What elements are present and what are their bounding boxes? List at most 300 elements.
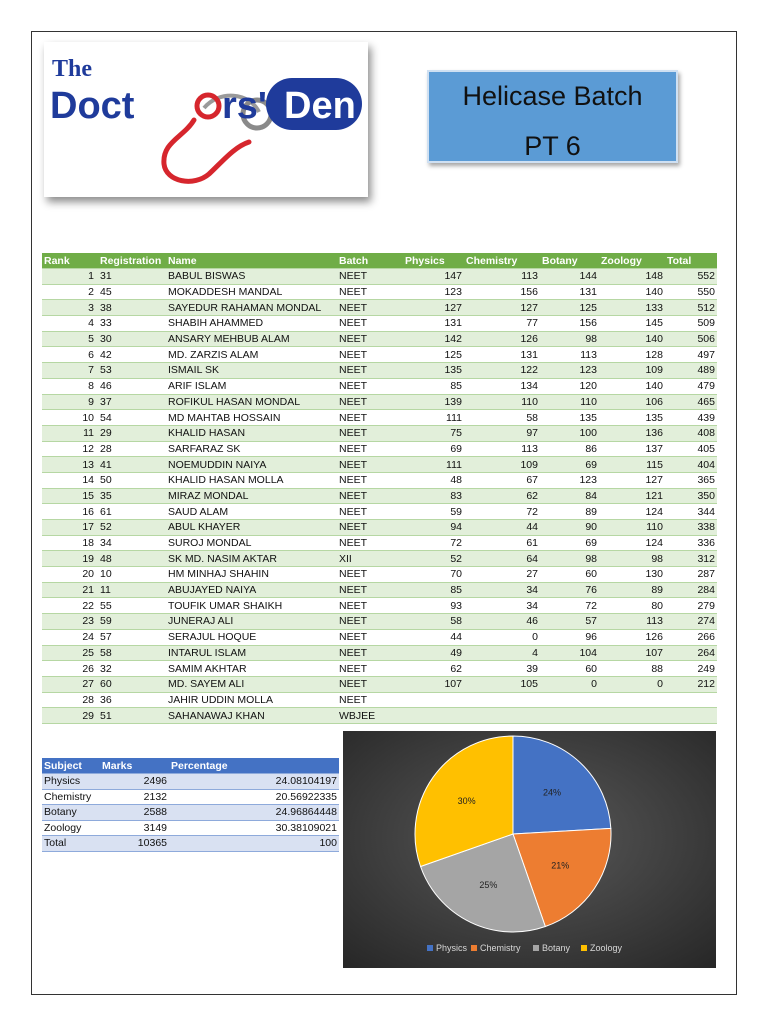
cell-chemistry: 105	[464, 676, 540, 692]
cell-batch: XII	[337, 551, 403, 567]
cell-batch: NEET	[337, 410, 403, 426]
table-row	[42, 394, 717, 410]
cell-name: BABUL BISWAS	[166, 269, 337, 285]
cell-batch: NEET	[337, 300, 403, 316]
cell-total: 264	[665, 645, 717, 661]
cell-physics: 75	[403, 425, 464, 441]
summary-cell-percentage: 24.08104197	[169, 774, 339, 790]
cell-chemistry: 64	[464, 551, 540, 567]
summary-row	[42, 836, 339, 852]
cell-name: SAUD ALAM	[166, 504, 337, 520]
cell-botany	[540, 692, 599, 708]
cell-botany: 135	[540, 410, 599, 426]
table-row	[42, 363, 717, 379]
summary-row	[42, 805, 339, 821]
table-row	[42, 316, 717, 332]
cell-physics: 44	[403, 629, 464, 645]
cell-zoology: 80	[599, 598, 665, 614]
cell-total: 312	[665, 551, 717, 567]
cell-physics: 62	[403, 661, 464, 677]
table-row	[42, 645, 717, 661]
summary-cell-subject: Botany	[42, 805, 100, 821]
cell-physics: 48	[403, 472, 464, 488]
cell-rank: 25	[42, 645, 98, 661]
cell-registration: 41	[98, 457, 166, 473]
legend-swatch-botany	[533, 945, 539, 951]
cell-batch: NEET	[337, 316, 403, 332]
summary-cell-subject: Zoology	[42, 820, 100, 836]
cell-batch: NEET	[337, 645, 403, 661]
cell-registration: 59	[98, 614, 166, 630]
cell-registration: 52	[98, 520, 166, 536]
cell-name: JUNERAJ ALI	[166, 614, 337, 630]
test-title: PT 6	[524, 131, 581, 161]
cell-name: MD MAHTAB HOSSAIN	[166, 410, 337, 426]
cell-total: 212	[665, 676, 717, 692]
cell-total: 274	[665, 614, 717, 630]
cell-registration: 11	[98, 582, 166, 598]
table-row	[42, 441, 717, 457]
table-row	[42, 331, 717, 347]
cell-chemistry: 39	[464, 661, 540, 677]
cell-registration: 61	[98, 504, 166, 520]
cell-total: 489	[665, 363, 717, 379]
cell-zoology: 127	[599, 472, 665, 488]
cell-zoology: 128	[599, 347, 665, 363]
cell-rank: 3	[42, 300, 98, 316]
header-registration: Registration	[98, 253, 166, 269]
summary-cell-percentage: 30.38109021	[169, 820, 339, 836]
cell-botany: 57	[540, 614, 599, 630]
table-row	[42, 300, 717, 316]
cell-batch: NEET	[337, 472, 403, 488]
cell-batch: NEET	[337, 488, 403, 504]
cell-rank: 17	[42, 520, 98, 536]
cell-chemistry: 46	[464, 614, 540, 630]
subject-pie-chart	[343, 731, 716, 968]
cell-batch: NEET	[337, 394, 403, 410]
cell-rank: 15	[42, 488, 98, 504]
cell-botany: 72	[540, 598, 599, 614]
summary-cell-subject: Physics	[42, 774, 100, 790]
cell-chemistry: 156	[464, 284, 540, 300]
cell-physics: 58	[403, 614, 464, 630]
cell-botany: 98	[540, 551, 599, 567]
cell-total: 284	[665, 582, 717, 598]
cell-physics: 135	[403, 363, 464, 379]
cell-rank: 1	[42, 269, 98, 285]
cell-zoology: 137	[599, 441, 665, 457]
cell-chemistry: 77	[464, 316, 540, 332]
cell-physics: 125	[403, 347, 464, 363]
cell-chemistry: 34	[464, 582, 540, 598]
table-row	[42, 410, 717, 426]
logo-doctors-text-a: Doct	[50, 85, 135, 127]
cell-total: 506	[665, 331, 717, 347]
cell-chemistry: 109	[464, 457, 540, 473]
table-row	[42, 629, 717, 645]
cell-total: 266	[665, 629, 717, 645]
cell-registration: 48	[98, 551, 166, 567]
cell-botany: 131	[540, 284, 599, 300]
cell-zoology: 88	[599, 661, 665, 677]
rank-table	[42, 253, 717, 724]
cell-chemistry: 110	[464, 394, 540, 410]
cell-name: SHABIH AHAMMED	[166, 316, 337, 332]
cell-registration: 55	[98, 598, 166, 614]
cell-zoology: 124	[599, 504, 665, 520]
cell-botany: 123	[540, 363, 599, 379]
header-zoology: Zoology	[599, 253, 665, 269]
cell-name: NOEMUDDIN NAIYA	[166, 457, 337, 473]
cell-physics: 142	[403, 331, 464, 347]
cell-physics: 94	[403, 520, 464, 536]
pie-data-label: 25%	[479, 880, 498, 891]
cell-name: JAHIR UDDIN MOLLA	[166, 692, 337, 708]
cell-physics: 147	[403, 269, 464, 285]
cell-botany	[540, 708, 599, 724]
cell-batch: NEET	[337, 425, 403, 441]
cell-rank: 21	[42, 582, 98, 598]
cell-chemistry: 113	[464, 269, 540, 285]
logo-graphic	[44, 42, 368, 197]
cell-name: HM MINHAJ SHAHIN	[166, 567, 337, 583]
cell-botany: 144	[540, 269, 599, 285]
pie-data-label: 21%	[551, 860, 570, 871]
cell-registration: 50	[98, 472, 166, 488]
legend-swatch-physics	[427, 945, 433, 951]
cell-chemistry: 122	[464, 363, 540, 379]
cell-physics: 131	[403, 316, 464, 332]
cell-name: SUROJ MONDAL	[166, 535, 337, 551]
cell-zoology: 148	[599, 269, 665, 285]
cell-rank: 28	[42, 692, 98, 708]
cell-name: ANSARY MEHBUB ALAM	[166, 331, 337, 347]
cell-rank: 16	[42, 504, 98, 520]
cell-zoology: 98	[599, 551, 665, 567]
cell-physics: 111	[403, 457, 464, 473]
cell-name: SK MD. NASIM AKTAR	[166, 551, 337, 567]
table-row	[42, 284, 717, 300]
cell-batch: NEET	[337, 676, 403, 692]
cell-rank: 7	[42, 363, 98, 379]
cell-registration: 58	[98, 645, 166, 661]
cell-batch: NEET	[337, 692, 403, 708]
cell-rank: 20	[42, 567, 98, 583]
header-total: Total	[665, 253, 717, 269]
table-row	[42, 708, 717, 724]
cell-physics: 59	[403, 504, 464, 520]
cell-name: TOUFIK UMAR SHAIKH	[166, 598, 337, 614]
cell-registration: 10	[98, 567, 166, 583]
cell-physics: 139	[403, 394, 464, 410]
cell-physics: 72	[403, 535, 464, 551]
cell-registration: 28	[98, 441, 166, 457]
summary-cell-percentage: 100	[169, 836, 339, 852]
cell-rank: 9	[42, 394, 98, 410]
cell-registration: 36	[98, 692, 166, 708]
cell-botany: 69	[540, 535, 599, 551]
cell-chemistry: 44	[464, 520, 540, 536]
cell-chemistry: 131	[464, 347, 540, 363]
table-row	[42, 378, 717, 394]
cell-registration: 54	[98, 410, 166, 426]
summary-cell-subject: Total	[42, 836, 100, 852]
cell-botany: 96	[540, 629, 599, 645]
cell-zoology: 136	[599, 425, 665, 441]
cell-zoology: 140	[599, 331, 665, 347]
cell-physics: 123	[403, 284, 464, 300]
summary-cell-percentage: 24.96864448	[169, 805, 339, 821]
cell-registration: 32	[98, 661, 166, 677]
cell-rank: 29	[42, 708, 98, 724]
cell-zoology: 133	[599, 300, 665, 316]
cell-chemistry: 97	[464, 425, 540, 441]
cell-batch: NEET	[337, 614, 403, 630]
table-row	[42, 425, 717, 441]
cell-botany: 86	[540, 441, 599, 457]
cell-registration: 46	[98, 378, 166, 394]
cell-chemistry: 67	[464, 472, 540, 488]
cell-total: 550	[665, 284, 717, 300]
table-row	[42, 269, 717, 285]
table-row	[42, 676, 717, 692]
cell-rank: 26	[42, 661, 98, 677]
cell-name: SAYEDUR RAHAMAN MONDAL	[166, 300, 337, 316]
cell-name: SERAJUL HOQUE	[166, 629, 337, 645]
cell-rank: 19	[42, 551, 98, 567]
cell-zoology: 126	[599, 629, 665, 645]
doctors-den-logo	[44, 42, 368, 197]
cell-rank: 27	[42, 676, 98, 692]
cell-physics: 69	[403, 441, 464, 457]
stethoscope-tube-icon	[164, 120, 249, 181]
cell-chemistry: 27	[464, 567, 540, 583]
header-name: Name	[166, 253, 337, 269]
cell-chemistry: 127	[464, 300, 540, 316]
cell-rank: 12	[42, 441, 98, 457]
summary-cell-subject: Chemistry	[42, 789, 100, 805]
cell-botany: 60	[540, 661, 599, 677]
table-row	[42, 535, 717, 551]
cell-chemistry: 58	[464, 410, 540, 426]
table-row	[42, 598, 717, 614]
cell-chemistry: 4	[464, 645, 540, 661]
legend-label-physics: Physics	[436, 943, 468, 953]
cell-registration: 38	[98, 300, 166, 316]
cell-name: ISMAIL SK	[166, 363, 337, 379]
cell-botany: 90	[540, 520, 599, 536]
cell-total: 336	[665, 535, 717, 551]
cell-chemistry: 61	[464, 535, 540, 551]
cell-physics: 83	[403, 488, 464, 504]
cell-name: SAHANAWAJ KHAN	[166, 708, 337, 724]
cell-botany: 123	[540, 472, 599, 488]
logo-the-text: The	[52, 56, 93, 82]
cell-name: SARFARAZ SK	[166, 441, 337, 457]
cell-zoology: 109	[599, 363, 665, 379]
cell-name: MOKADDESH MANDAL	[166, 284, 337, 300]
header-chemistry: Chemistry	[464, 253, 540, 269]
cell-name: MD. SAYEM ALI	[166, 676, 337, 692]
cell-chemistry: 134	[464, 378, 540, 394]
cell-zoology: 110	[599, 520, 665, 536]
header-marks: Marks	[100, 758, 169, 774]
cell-zoology: 106	[599, 394, 665, 410]
cell-zoology: 145	[599, 316, 665, 332]
cell-rank: 6	[42, 347, 98, 363]
table-row	[42, 567, 717, 583]
cell-zoology	[599, 708, 665, 724]
cell-registration: 60	[98, 676, 166, 692]
summary-row	[42, 789, 339, 805]
table-row	[42, 504, 717, 520]
cell-name: SAMIM AKHTAR	[166, 661, 337, 677]
cell-total: 405	[665, 441, 717, 457]
header-physics: Physics	[403, 253, 464, 269]
cell-total: 479	[665, 378, 717, 394]
cell-registration: 42	[98, 347, 166, 363]
cell-batch: NEET	[337, 441, 403, 457]
logo-doctors-text-b: rs'	[222, 85, 267, 127]
cell-total: 279	[665, 598, 717, 614]
cell-total	[665, 708, 717, 724]
cell-botany: 0	[540, 676, 599, 692]
legend-label-zoology: Zoology	[590, 943, 623, 953]
cell-name: MD. ZARZIS ALAM	[166, 347, 337, 363]
cell-batch: NEET	[337, 567, 403, 583]
table-row	[42, 347, 717, 363]
table-row	[42, 582, 717, 598]
batch-title-box	[427, 70, 678, 163]
table-row	[42, 551, 717, 567]
cell-zoology: 124	[599, 535, 665, 551]
cell-batch: NEET	[337, 378, 403, 394]
cell-zoology: 107	[599, 645, 665, 661]
cell-physics: 107	[403, 676, 464, 692]
cell-physics: 49	[403, 645, 464, 661]
cell-chemistry: 126	[464, 331, 540, 347]
cell-batch: NEET	[337, 269, 403, 285]
summary-cell-marks: 2588	[100, 805, 169, 821]
subject-summary-table	[42, 758, 339, 852]
cell-total: 552	[665, 269, 717, 285]
summary-row	[42, 774, 339, 790]
cell-rank: 4	[42, 316, 98, 332]
table-row	[42, 457, 717, 473]
table-row	[42, 520, 717, 536]
cell-botany: 100	[540, 425, 599, 441]
cell-physics: 127	[403, 300, 464, 316]
cell-botany: 113	[540, 347, 599, 363]
cell-batch: WBJEE	[337, 708, 403, 724]
cell-name: ABUJAYED NAIYA	[166, 582, 337, 598]
cell-botany: 98	[540, 331, 599, 347]
cell-zoology	[599, 692, 665, 708]
cell-registration: 31	[98, 269, 166, 285]
cell-botany: 69	[540, 457, 599, 473]
cell-physics: 70	[403, 567, 464, 583]
cell-name: KHALID HASAN	[166, 425, 337, 441]
table-row	[42, 661, 717, 677]
cell-batch: NEET	[337, 363, 403, 379]
cell-rank: 23	[42, 614, 98, 630]
cell-total: 344	[665, 504, 717, 520]
cell-botany: 110	[540, 394, 599, 410]
summary-row	[42, 820, 339, 836]
cell-rank: 2	[42, 284, 98, 300]
cell-total: 512	[665, 300, 717, 316]
cell-batch: NEET	[337, 661, 403, 677]
logo-den-text: Den	[284, 85, 356, 127]
cell-physics: 93	[403, 598, 464, 614]
cell-registration: 29	[98, 425, 166, 441]
cell-total: 439	[665, 410, 717, 426]
cell-batch: NEET	[337, 582, 403, 598]
summary-cell-marks: 2496	[100, 774, 169, 790]
cell-batch: NEET	[337, 504, 403, 520]
summary-cell-marks: 10365	[100, 836, 169, 852]
cell-rank: 11	[42, 425, 98, 441]
pie-data-label: 30%	[457, 796, 476, 807]
cell-name: INTARUL ISLAM	[166, 645, 337, 661]
legend-label-chemistry: Chemistry	[480, 943, 521, 953]
cell-rank: 14	[42, 472, 98, 488]
summary-cell-marks: 2132	[100, 789, 169, 805]
cell-zoology: 0	[599, 676, 665, 692]
cell-zoology: 121	[599, 488, 665, 504]
cell-registration: 57	[98, 629, 166, 645]
header-rank: Rank	[42, 253, 98, 269]
cell-physics	[403, 692, 464, 708]
cell-physics: 85	[403, 582, 464, 598]
cell-zoology: 140	[599, 378, 665, 394]
pie-data-label: 24%	[543, 787, 562, 798]
cell-total: 404	[665, 457, 717, 473]
header-percentage: Percentage	[169, 758, 339, 774]
cell-rank: 5	[42, 331, 98, 347]
cell-registration: 30	[98, 331, 166, 347]
cell-rank: 13	[42, 457, 98, 473]
cell-batch: NEET	[337, 520, 403, 536]
cell-zoology: 135	[599, 410, 665, 426]
cell-chemistry: 62	[464, 488, 540, 504]
cell-rank: 10	[42, 410, 98, 426]
header-batch: Batch	[337, 253, 403, 269]
cell-registration: 45	[98, 284, 166, 300]
cell-chemistry	[464, 708, 540, 724]
cell-botany: 76	[540, 582, 599, 598]
cell-total: 338	[665, 520, 717, 536]
cell-total: 509	[665, 316, 717, 332]
cell-registration: 53	[98, 363, 166, 379]
batch-title: Helicase Batch	[462, 81, 643, 111]
cell-total: 465	[665, 394, 717, 410]
cell-botany: 156	[540, 316, 599, 332]
cell-total	[665, 692, 717, 708]
table-row	[42, 692, 717, 708]
cell-batch: NEET	[337, 284, 403, 300]
cell-chemistry	[464, 692, 540, 708]
table-row	[42, 614, 717, 630]
cell-chemistry: 72	[464, 504, 540, 520]
cell-zoology: 140	[599, 284, 665, 300]
cell-botany: 104	[540, 645, 599, 661]
cell-botany: 60	[540, 567, 599, 583]
legend-label-botany: Botany	[542, 943, 571, 953]
header-subject: Subject	[42, 758, 100, 774]
cell-rank: 18	[42, 535, 98, 551]
